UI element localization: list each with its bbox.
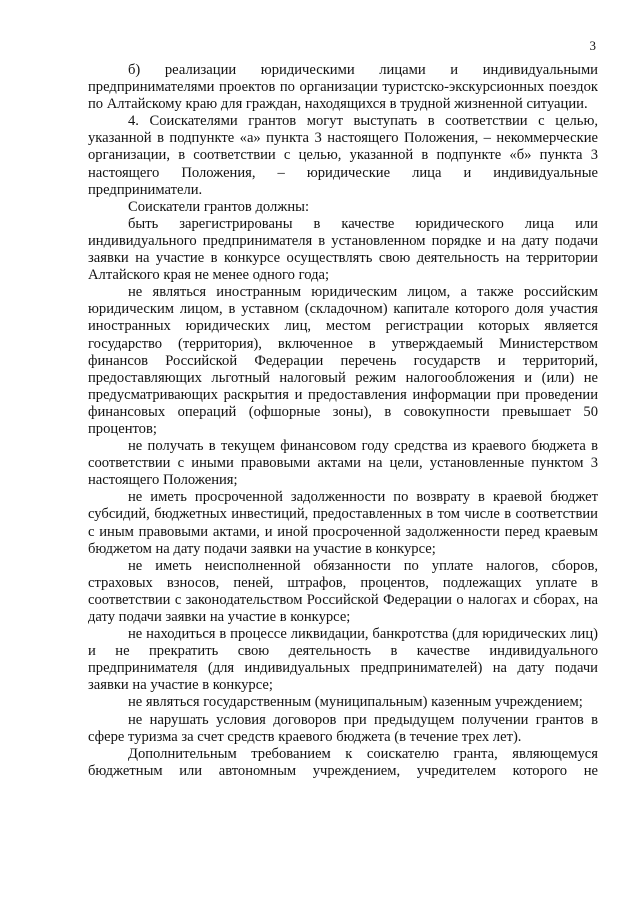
paragraph-11: не нарушать условия договоров при предыдущем получении грантов в сфере туризма за счет средств краевого бюджета (в течение трех лет).: [88, 711, 598, 745]
paragraph-8: не иметь неисполненной обязанности по уплате налогов, сборов, страховых взносов, пеней, штрафов, процентов, подлежащих уплате в соответствии с законодательством Российской Федерации о налогах и сборах, на дату подачи заявки на участие в конкурсе;: [88, 557, 598, 625]
paragraph-10: не являться государственным (муниципальным) казенным учреждением;: [128, 694, 583, 711]
paragraph-4: быть зарегистрированы в качестве юридического лица или индивидуального предпринимателя в установленном порядке и на дату подачи заявки на участие в конкурсе осуществлять свою деятельность на территории Алтайского края не менее одного года;: [88, 215, 598, 284]
paragraph-3: Соискатели грантов должны:: [128, 198, 310, 215]
paragraph-7: не иметь просроченной задолженности по возврату в краевой бюджет субсидий, бюджетных инвестиций, предоставленных в том числе в соответствии с иным правовыми актами, и иной просроченной задолженности перед краевым бюджетом на дату подачи заявки на участие в конкурсе;: [88, 489, 598, 557]
page-number: 3: [589, 38, 596, 53]
paragraph-12: Дополнительным требованием к соискателю гранта, являющемуся бюджетным или автономным учреждением, учредителем которого не: [88, 745, 598, 779]
paragraph-5: не являться иностранным юридическим лицом, а также российским юридическим лицом, в уставном (складочном) капитале которого доля участия иностранных юридических лиц, местом регистрации которых является государство (территория), включенное в утверждаемый Министерством финансов Российской Федерации перечень государств и территорий, предоставляющих льготный налоговый режим налогообложения и (или) не предусматривающих раскрытия и предоставления информации при проведении финансовых операций (офшорные зоны), в совокупности превышает 50 процентов;: [88, 284, 598, 437]
paragraph-2: 4. Соискателями грантов могут выступать в соответствии с целью, указанной в подпункте «а» пункта 3 настоящего Положения, – некоммерческие организации, в соответствии с целью, указанной в подпункте «б» пункта 3 настоящего Положения, – юридические лица и индивидуальные предприниматели.: [88, 113, 598, 198]
paragraph-6: не получать в текущем финансовом году средства из краевого бюджета в соответствии с иными правовыми актами на цели, установленные пунктом 3 настоящего Положения;: [88, 438, 598, 489]
paragraph-9: не находиться в процессе ликвидации, банкротства (для юридических лиц) и не прекратить свою деятельность в качестве индивидуального предпринимателя (для индивидуальных предпринимателей) на дату подачи заявки на участие в конкурсе;: [88, 626, 598, 694]
paragraph-1: б) реализации юридическими лицами и индивидуальными предпринимателями проектов по организации туристско-экскурсионных поездок по Алтайскому краю для граждан, находящихся в трудной жизненной ситуации.: [88, 62, 598, 113]
document-body: [88, 62, 598, 780]
